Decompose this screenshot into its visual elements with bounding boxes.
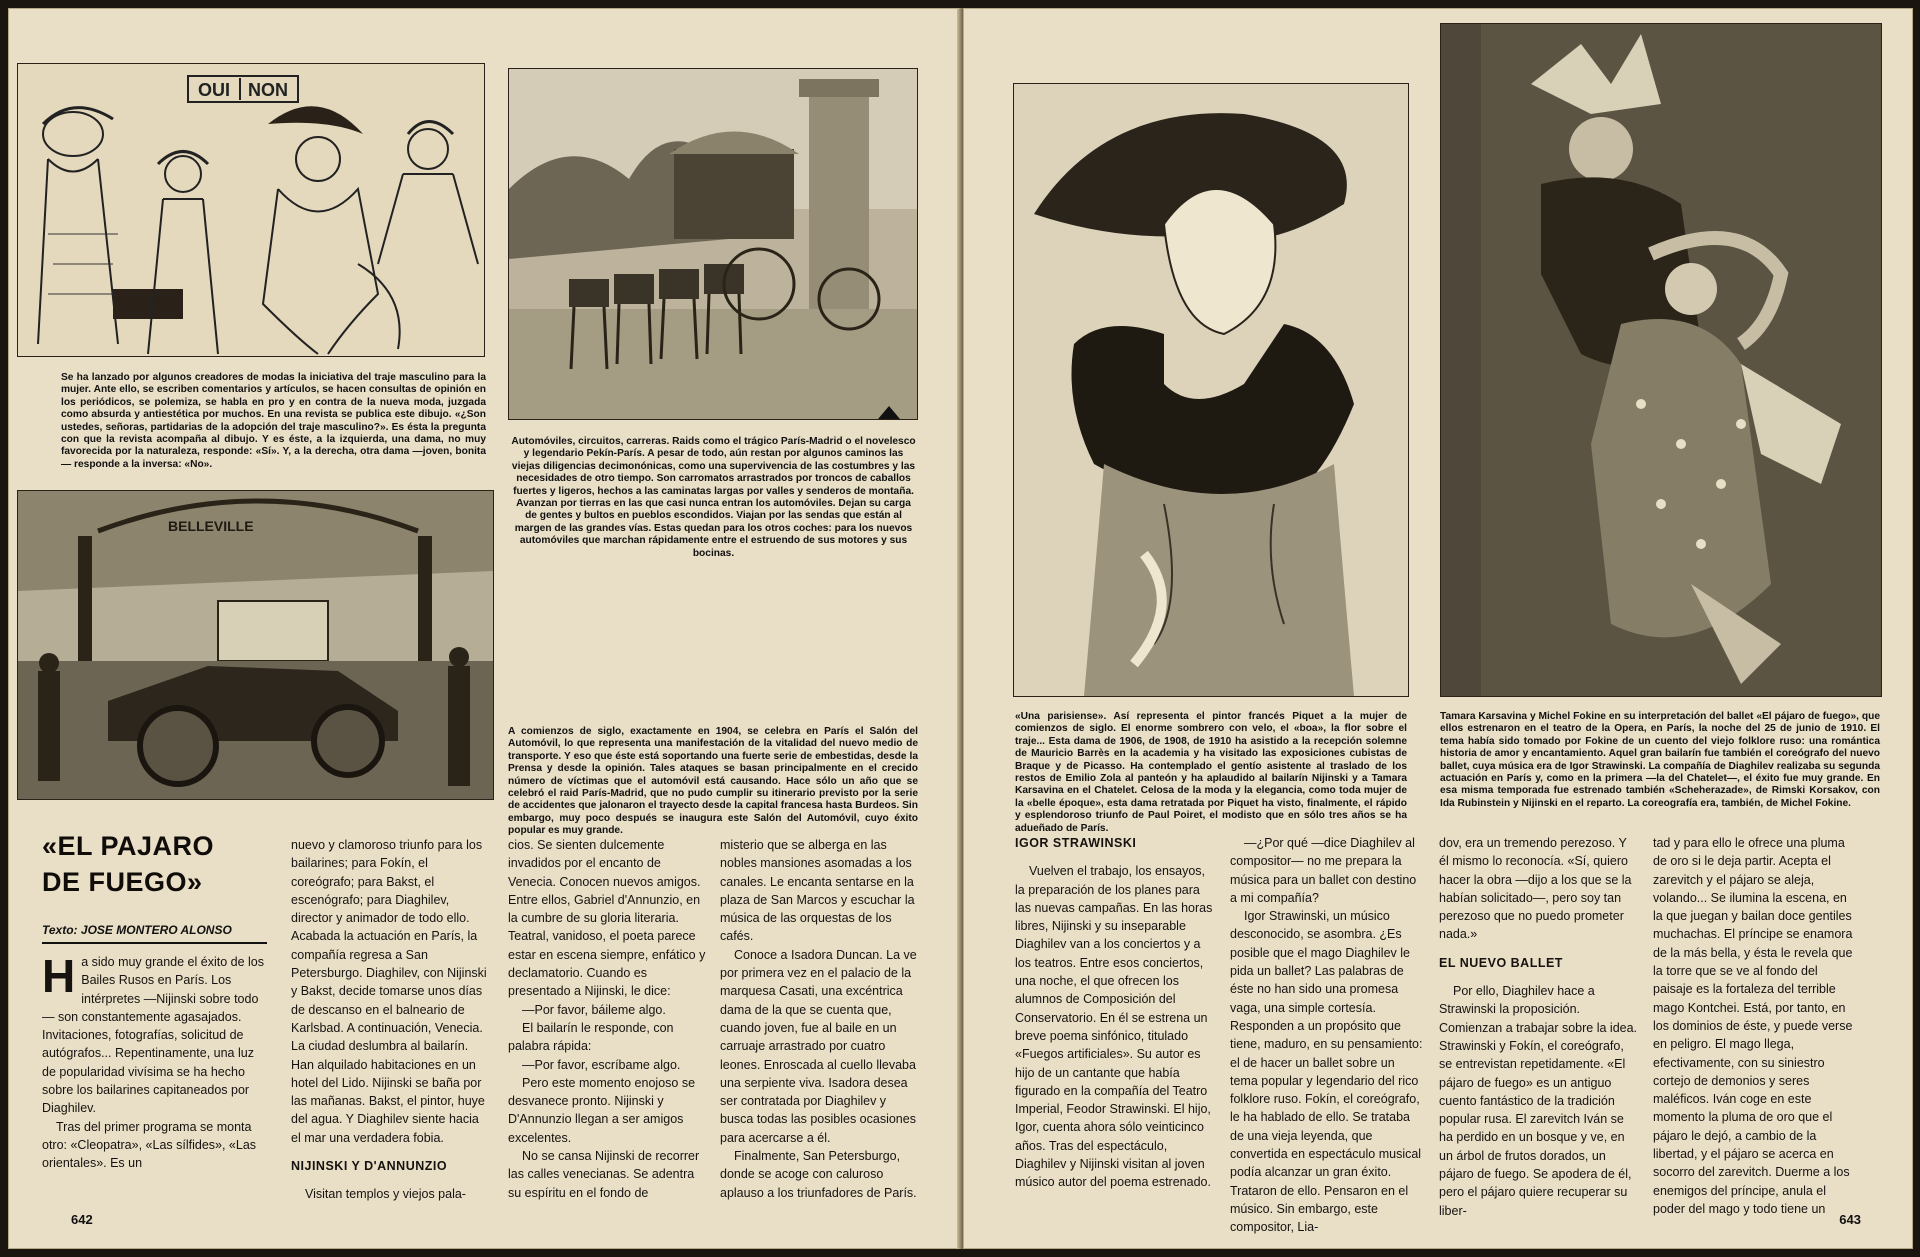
- paragraph: Tras del primer programa se monta otro: «Cleopatra», «Las sílfides», «Las orientales». Es un: [42, 1119, 257, 1171]
- paragraph: Visitan templos y viejos pala-: [305, 1187, 466, 1202]
- article-column-4: [720, 836, 920, 1202]
- paragraph: nuevo y clamoroso triunfo para los bailarines; para Fokín, el coreógrafo; para Bakst, el escenógrafo; para Diaghilev, director y animador de todo ello. Acabada la actuación en París, la compañía regresa a San Petersburgo. Diaghilev, con Nijinski y Bakst, decide tomarse unos días de descanso en el balneario de Karlsbad. A continuación, Venecia. La ciudad deslumbra al bailarín. Han alquilado habitaciones en un hotel del Lido. Nijinski se baña por las mañanas. Bakst, el pintor, huye del agua. Y Diaghilev siente hacia el mar una verdadera fobia.: [291, 838, 487, 1145]
- sign-non: NON: [248, 80, 288, 100]
- cartoon-drawing: [18, 64, 484, 356]
- article-column-2: [291, 836, 491, 1204]
- subheading-nijinski: NIJINSKI Y D'ANNUNZIO: [291, 1159, 448, 1174]
- article-column-7: [1439, 834, 1639, 1220]
- paragraph: El bailarín le responde, con palabra rápida:: [508, 1020, 674, 1054]
- dropcap: H: [42, 950, 76, 1002]
- paragraph: Por ello, Diaghilev hace a Strawinski la proposición. Comienzan a trabajar sobre la idea. Strawinski y Fokín, el coreógrafo, se entrevistan repetidamente. «El pájaro de fuego» es un antiguo cuento fantástico de la tradición popular rusa. El zarevitch Iván se ha perdido en un bosque y ve, en un árbol de frutos dorados, un pájaro de fuego. Se apodera de él, pero el pájaro quiere recuperar su liber-: [1439, 984, 1638, 1218]
- article-column-8: [1653, 834, 1853, 1218]
- article-column-6: [1230, 834, 1424, 1237]
- parisienne-drawing: [1013, 83, 1409, 697]
- paragraph: —¿Por qué —dice Diaghilev al compositor— no me prepara la música para un ballet con destino a mi compañía?: [1230, 836, 1417, 905]
- paragraph: No se cansa Nijinski de recorrer las calles venecianas. Se adentra su espíritu en el fondo de: [508, 1149, 700, 1200]
- paragraph: Vuelven el trabajo, los ensayos, la preparación de los planes para las nuevas campañas. En las horas libres, Nijinski y su inseparable Diaghilev van a los conciertos y a los teatros. Entre esos conciertos, una noche, el que ofrecen los alumnos de Composición del Conservatorio. En él se estrena un breve poema sinfónico, titulado «Fuegos artificiales». Su autor es hijo de un cantante que había figurado en la compañía del Teatro Imperial, Feodor Strawinski. El hijo, Igor, cuenta ahora sólo veinticinco años. Tras del espectáculo, Diaghilev y Nijinski visitan al joven músico autor del poema estrenado.: [1015, 864, 1213, 1190]
- auto-salon-photo: [17, 490, 494, 800]
- carriage-caption: Automóviles, circuitos, carreras. Raids como el trágico París-Madrid o el novelesco y legendario Pekín-París. A pesar de todo, aún restan por algunos caminos las viejas diligencias decimonónicas, como una supervivencia de las costumbres y las necesidades de otro tiempo. Son carromatos arrastrados por troncos de caballos fuertes y ligeros, hechos a las caminatas largas por valles y senderos de montaña. Avanzan por tierras en las que casi nunca entran los automóviles. Dejan su carga de gentes y bultos en pueblos escondidos. Viajan por las sendas que están al margen de las grandes vías. Estas quedan para los otros coches: para los nuevos automóviles que marchan rápidamente entre el estruendo de sus motores y sus bocinas.: [511, 436, 916, 559]
- auto-salon-image: [18, 491, 493, 799]
- left-page: [8, 8, 965, 1249]
- article-byline: Texto: JOSE MONTERO ALONSO: [42, 923, 267, 944]
- article-column-3: [508, 836, 708, 1202]
- paragraph: dov, era un tremendo perezoso. Y él mismo lo reconocía. «Sí, quiero hacer la obra —dijo a los que se la habían solicitado—, pero soy tan perezoso que no puedo prometer nada.»: [1439, 836, 1632, 942]
- paragraph: Ha sido muy grande el éxito de los Bailes Rusos en París. Los intérpretes —Nijinski sobre todo— son constantemente agasajados. Invitaciones, fotografías, solicitud de autógrafos... Repentinamente, una luz de popularidad vivísima se ha hecho sobre los bailarines capitaneados por Diaghilev.: [42, 950, 264, 1116]
- paragraph: Igor Strawinski, un músico desconocido, se asombra. ¿Es posible que el mago Diaghilev le pida un ballet? Las palabras de éste no han sido una promesa vaga, una simple cortesía. Responden a un propósito que tiene, maduro, en su pensamiento: el de hacer un ballet sobre un tema popular y legendario del rico folklore ruso. Fokín, el coreógrafo, le ha hablado de ello. Se trataba de una vieja leyenda, que convertida en espectáculo musical podía alcanzar un gran éxito. Trataron de ello. Pensaron en el músico. Sin embargo, este compositor, Lia-: [1230, 909, 1423, 1235]
- paragraph: Pero este momento enojoso se desvanece pronto. Nijinski y D'Annunzio llegan a ser amigos excelentes.: [508, 1075, 696, 1145]
- paragraph: Conoce a Isadora Duncan. La ve por primera vez en el palacio de la marquesa Casati, una excéntrica dama de la que se cuenta que, cuando joven, fue al baile en un carruaje arrastrado por cuatro leones. Enroscada al cuello llevaba una serpiente viva. Isadora desea ser contratada por Diaghilev y busca todas las posibles ocasiones para acercarse a él.: [720, 947, 917, 1145]
- parisienne-caption: «Una parisiense». Así representa el pintor francés Piquet a la mujer de comienzos de siglo. El enorme sombrero con velo, el «boa», la flor sobre el traje... Esta dama de 1906, de 1908, de 1910 ha asistido a la recepción solemne de Mauricio Barrès en la academia y ha visitado las exposiciones cubistas de Braque y de Picasso. Ha contemplado el gentío asistente al traslado de los restos de Emilio Zola al panteón y ha aplaudido al bailarín Nijinski y a Tamara Karsavina en el Chatelet. Celosa de la moda y la elegancia, como toda mujer de la «belle époque», esta dama retratada por Piquet ha visto, finalmente, el rápido y esplendoroso triunfo de Paul Poiret, el modisto que en sólo tres años se ha adueñado de París.: [1015, 711, 1407, 834]
- salon-sign: BELLEVILLE: [168, 518, 254, 534]
- sign-oui: OUI: [198, 80, 231, 100]
- article-title: «EL PAJARO DE FUEGO»: [42, 831, 215, 897]
- page-number-right: 643: [1839, 1212, 1861, 1227]
- cartoon-illustration: [17, 63, 485, 357]
- carriage-photo: [508, 68, 918, 420]
- paragraph: —Por favor, escríbame algo.: [522, 1057, 681, 1072]
- parisienne-image: [1014, 84, 1408, 696]
- caption-pointer-icon: [878, 406, 900, 419]
- paragraph: cios. Se sienten dulcemente invadidos por el encanto de Venecia. Conocen nuevos amigos. Entre ellos, Gabriel d'Annunzio, en la cumbre de su gloria literaria. Teatral, vanidoso, el poeta parece estar en escena siempre, enfático y declamatorio. Cuando es presentado a Nijinski, le dice:: [508, 838, 706, 999]
- paragraph: tad y para ello le ofrece una pluma de oro si le deja partir. Acepta el zarevitch y el pájaro se aleja, volando... Se ilumina la escena, en la que juegan y bailan doce gentiles muchachas. El príncipe se enamora de la más bella, y ésta le revela que la torre que se ve al fondo del paisaje es la fortaleza del terrible mago Kontchei. Está, por tanto, en los dominios de éste, y puede verse en peligro. El mago llega, efectivamente, con su siniestro cortejo de demonios y seres maléficos. Iván coge en este momento la pluma de oro que el pájaro le dejó, a cambio de la libertad, y el pájaro se acerca en socorro del zarevitch. Duerme a los enemigos del príncipe, anula el poder del mago y todo tiene un: [1653, 836, 1853, 1216]
- cartoon-caption: Se ha lanzado por algunos creadores de modas la iniciativa del traje masculino para la mujer. Ante ello, se escriben comentarios y artículos, se hacen consultas de opinión en los periódicos, se polemiza, se habla en pro y en contra de la nueva moda, juzgada como absurda y antiestética por muchos. En una revista se publica este dibujo. «¿Son ustedes, señoras, partidarias de la adopción del traje masculino?». Es ésta la pregunta con que la revista acompaña al dibujo. Y es éste, a la izquierda, una dama, no muy favorecida por la naturaleza, responde: «Sí». Y, a la derecha, otra dama —joven, bonita— responde a la inversa: «No».: [61, 372, 486, 470]
- carriage-image: [509, 69, 917, 419]
- article-column-1: [42, 950, 268, 1173]
- paragraph: misterio que se alberga en las nobles mansiones asomadas a los canales. Le encanta sentarse en la plaza de San Marcos y escuchar la música de las orquestas de los cafés.: [720, 838, 915, 944]
- page-number-left: 642: [71, 1212, 93, 1227]
- dancers-photo: [1440, 23, 1882, 697]
- right-page: [963, 8, 1913, 1249]
- subheading-strawinski: IGOR STRAWINSKI: [1015, 836, 1137, 850]
- dancers-image: [1441, 24, 1881, 696]
- paragraph: —Por favor, báileme algo.: [522, 1002, 666, 1017]
- subheading-nuevo-ballet: EL NUEVO BALLET: [1439, 955, 1563, 970]
- article-column-5: [1015, 834, 1213, 1192]
- auto-salon-caption: A comienzos de siglo, exactamente en 1904, se celebra en París el Salón del Automóvil, lo que representa una manifestación de la vitalidad del nuevo medio de transporte. Y eso que éste está soportando una fuerte serie de embestidas, desde la Prensa y desde la opinión. Tales ataques se basan principalmente en el crecido número de víctimas que el automóvil está causando. Hace sólo un año que se celebró el raid París-Madrid, que no pudo cumplir su itinerario previsto por la serie de accidentes que jalonaron el trayecto desde la capital francesa hasta Burdeos. Sin embargo, muy poco después se inaugura este Salón del Automóvil, cuyo éxito popular es muy grande.: [508, 726, 918, 837]
- dancers-caption: Tamara Karsavina y Michel Fokine en su interpretación del ballet «El pájaro de fuego», que ellos estrenaron en el teatro de la Opera, en París, la noche del 25 de junio de 1910. El tema había sido tomado por Fokine de un cuento del viejo folklore ruso: una romántica historia de amor y encantamiento. Aquel gran bailarín fue también el coreógrafo del nuevo ballet, cuya música era de Igor Strawinski. La compañía de Diaghilev realizaba su segunda actuación en París y, como en la primera —la del Chatelet—, el éxito fue muy grande. En esa misma temporada fue estrenado también «Scheherazade», de Rimski Korsakov, con Ida Rubinstein y Nijinski en el reparto. La coreografía era, también, de Michel Fokine.: [1440, 711, 1880, 809]
- paragraph: Finalmente, San Petersburgo, donde se acoge con caluroso aplauso a los triunfadores de París.: [720, 1149, 917, 1200]
